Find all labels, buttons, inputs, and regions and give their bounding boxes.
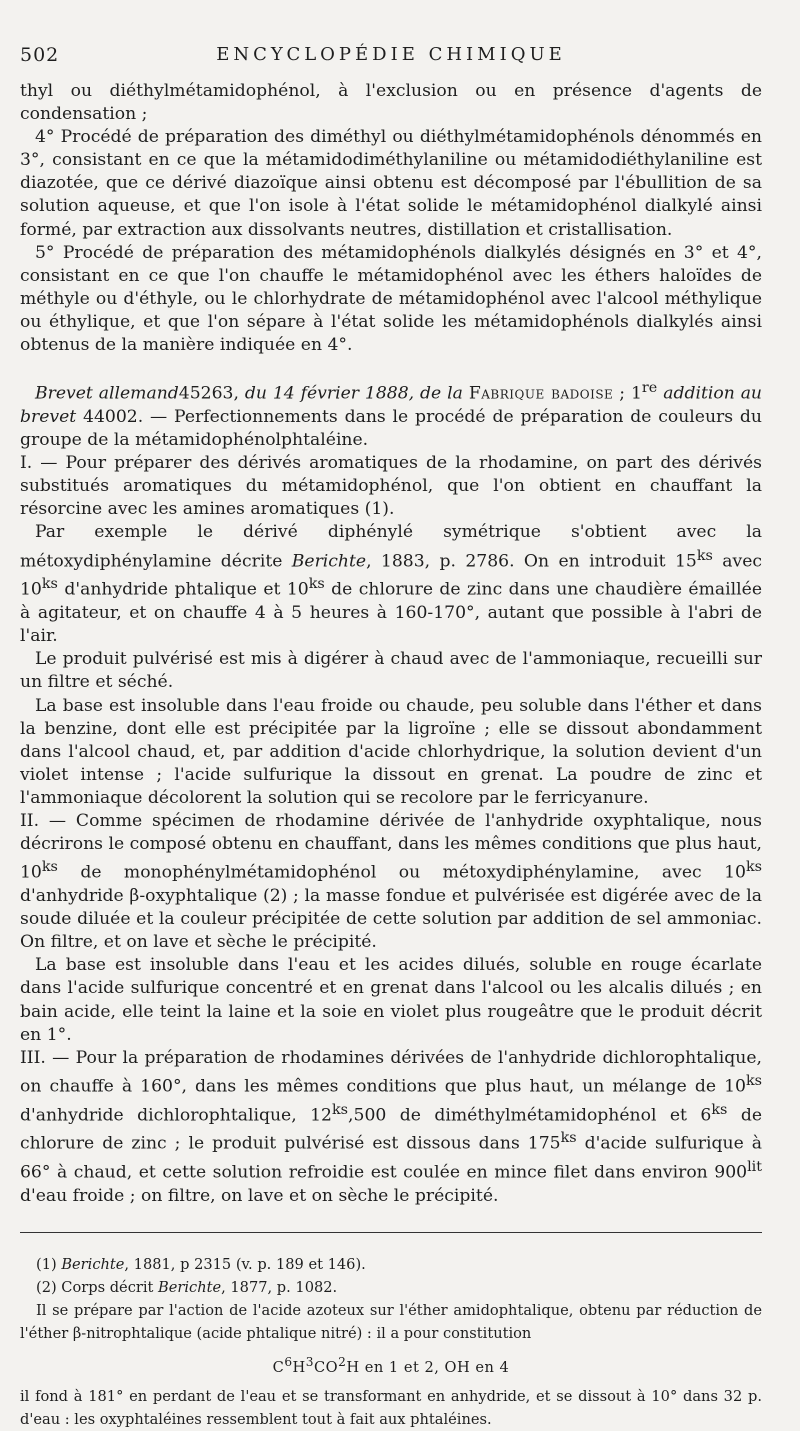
unit: ks <box>308 576 325 593</box>
footnote <box>20 1276 762 1299</box>
unit: ks <box>41 859 58 876</box>
patent-heading <box>20 377 762 452</box>
text: d'acide sulfurique à 66° à chaud, et cette solution refroidie est coulée en mince filet dans environ 900 <box>20 1134 762 1183</box>
footnote <box>20 1253 762 1276</box>
unit: ks <box>332 1101 349 1118</box>
text: II. — Comme spécimen de rhodamine dérivée de l'anhydride oxyphtalique, nous décrirons le composé obtenu en chauffant, dans les mêmes conditions que plus haut, 10 <box>20 811 762 883</box>
citation: Berichte <box>291 551 367 572</box>
paragraph: I. — Pour préparer des dérivés aromatiques de la rhodamine, on part des dérivés substitués aromatiques du métamidophénol, que l'on obtient en chauffant la résorcine avec les amines aromatiques (1). <box>20 453 762 520</box>
text: de monophénylmétamidophénol ou métoxydiphénylamine, avec 10 <box>57 862 746 883</box>
text: (1) <box>36 1256 62 1274</box>
unit: ks <box>711 1101 728 1118</box>
patent-addition: addition au brevet <box>20 383 763 427</box>
text: H en 1 et 2, OH en 4 <box>346 1359 510 1377</box>
patent-number: 45263, <box>178 383 239 404</box>
patent-company: Fabrique badoise <box>468 383 614 404</box>
paragraph: Le produit pulvérisé est mis à digérer à chaud avec de l'ammoniaque, recueilli sur un filtre et séché. <box>20 649 762 693</box>
unit: ks <box>745 859 762 876</box>
text: ,500 de diméthylmétamidophénol et 6 <box>348 1105 712 1126</box>
text: , 1883, p. 2786. On en introduit 15 <box>366 551 697 572</box>
subscript: 2 <box>338 1355 347 1370</box>
footnote: Il se prépare par l'action de l'acide azoteux sur l'éther amidophtalique, obtenu par réduction de l'éther β-nitrophtalique (acide phtalique nitré) : il a pour constitution <box>20 1302 762 1343</box>
citation: Berichte <box>61 1256 125 1274</box>
text: d'anhydride β-oxyphtalique (2) ; la masse fondue et pulvérisée est digérée avec de la soude diluée et la couleur précipitée de cette solution par addition de sel ammoniac. On filtre, et on lave et sèche le précipité. <box>20 886 762 953</box>
text: H <box>292 1359 306 1377</box>
patent-date: du 14 février 1888, de la <box>244 383 463 404</box>
unit: ks <box>560 1130 577 1147</box>
paragraph: 4° Procédé de préparation des diméthyl ou diéthylmétamidophénols dénommés en 3°, consistant en ce que la métamidodiméthylaniline ou métamidodiéthylaniline est diazotée, que ce dérivé diazoïque ainsi obtenu est décomposé par l'ébullition de sa solution aqueuse, et que l'on isole à l'état solide le métamidophénol dialkylé ainsi formé, par extraction aux dissolvants neutres, distillation et cristallisation. <box>20 127 762 240</box>
text: d'anhydride dichlorophtalique, 12 <box>20 1105 332 1126</box>
page-header <box>20 44 762 80</box>
subscript: 6 <box>284 1355 293 1370</box>
unit: ks <box>696 547 713 564</box>
paragraph: 5° Procédé de préparation des métamidophénols dialkylés désignés en 3° et 4°, consistant en ce que l'on chauffe le métamidophénol avec les éthers haloïdes de méthyle ou d'éthyle, ou le chlorhydrate de métamidophénol avec l'alcool méthylique ou éthylique, et que l'on sépare à l'état solide les métamidophénols dialkylés ainsi obtenus de la manière indiquée en 4°. <box>20 242 762 356</box>
patent-addition-prefix: ; 1 <box>613 383 642 404</box>
unit: ks <box>745 1072 762 1089</box>
text: de chlorure de zinc dans une chaudière émaillée à agitateur, et on chauffe 4 à 5 heures à 160-170°, autant que possible à l'abri de l'air. <box>20 580 762 647</box>
paragraph <box>20 521 762 648</box>
unit: lit <box>747 1159 762 1176</box>
text: avec 10 <box>20 551 763 601</box>
paragraph: thyl ou diéthylmétamidophénol, à l'exclusion ou en présence d'agents de condensation ; <box>20 81 762 125</box>
body-text <box>20 80 762 1208</box>
footnotes <box>20 1253 762 1431</box>
text: d'eau froide ; on filtre, on lave et on sèche le précipité. <box>20 1186 499 1207</box>
paragraph: La base est insoluble dans l'eau froide ou chaude, peu soluble dans l'éther et dans la benzine, dont elle est précipitée par la ligroïne ; elle se dissout abondamment dans l'alcool chaud, et, par addition d'acide chlorhydrique, la solution devient d'un violet intense ; l'acide sulfurique la dissout en grenat. La poudre de zinc et l'ammoniaque décolorent la solution qui se recolore par le ferricyanure. <box>20 695 762 808</box>
text: d'anhydride phtalique et 10 <box>57 580 309 601</box>
subscript: 3 <box>305 1355 315 1370</box>
footnote-divider <box>20 1232 762 1233</box>
paragraph <box>20 1047 762 1209</box>
paragraph <box>20 810 762 954</box>
patent-lead: Brevet allemand <box>35 383 179 404</box>
patent-title: 44002. — Perfectionnements dans le procédé de préparation de couleurs du groupe de la métamidophénolphtaléine. <box>20 406 762 451</box>
text: CO <box>314 1359 339 1377</box>
paragraph: La base est insoluble dans l'eau et les acides dilués, soluble en rouge écarlate dans l'acide sulfurique concentré et en grenat dans l'alcool ou les alcalis dilués ; en bain acide, elle teint la laine et la soie en violet plus rougeâtre que le produit décrit en 1°. <box>20 955 762 1045</box>
text: de chlorure de zinc ; le produit pulvérisé est dissous dans 175 <box>20 1105 763 1155</box>
citation: Berichte <box>158 1279 222 1297</box>
chemical-formula <box>20 1351 762 1379</box>
document-page <box>20 44 762 1431</box>
running-title: ENCYCLOPÉDIE CHIMIQUE <box>216 44 566 65</box>
footnote: il fond à 181° en perdant de l'eau et se transformant en anhydride, et se dissout à 10° dans 32 p. d'eau : les oxyphtaléines ressemblent tout à fait aux phtaléines. <box>20 1388 762 1429</box>
page-number: 502 <box>20 44 60 66</box>
text: C <box>272 1359 285 1377</box>
text: (2) Corps décrit <box>36 1279 159 1297</box>
unit: ks <box>41 576 58 593</box>
text: III. — Pour la préparation de rhodamines dérivées de l'anhydride dichlorophtalique, on chauffe à 160°, dans les mêmes conditions que plus haut, un mélange de 10 <box>20 1047 762 1097</box>
text: , 1881, p 2315 (v. p. 189 et 146). <box>124 1256 366 1274</box>
text: Par exemple le dérivé diphénylé symétrique s'obtient avec la métoxydiphénylamine décrite <box>20 522 762 572</box>
text: , 1877, p. 1082. <box>221 1279 338 1297</box>
patent-addition-sup: re <box>641 380 658 397</box>
